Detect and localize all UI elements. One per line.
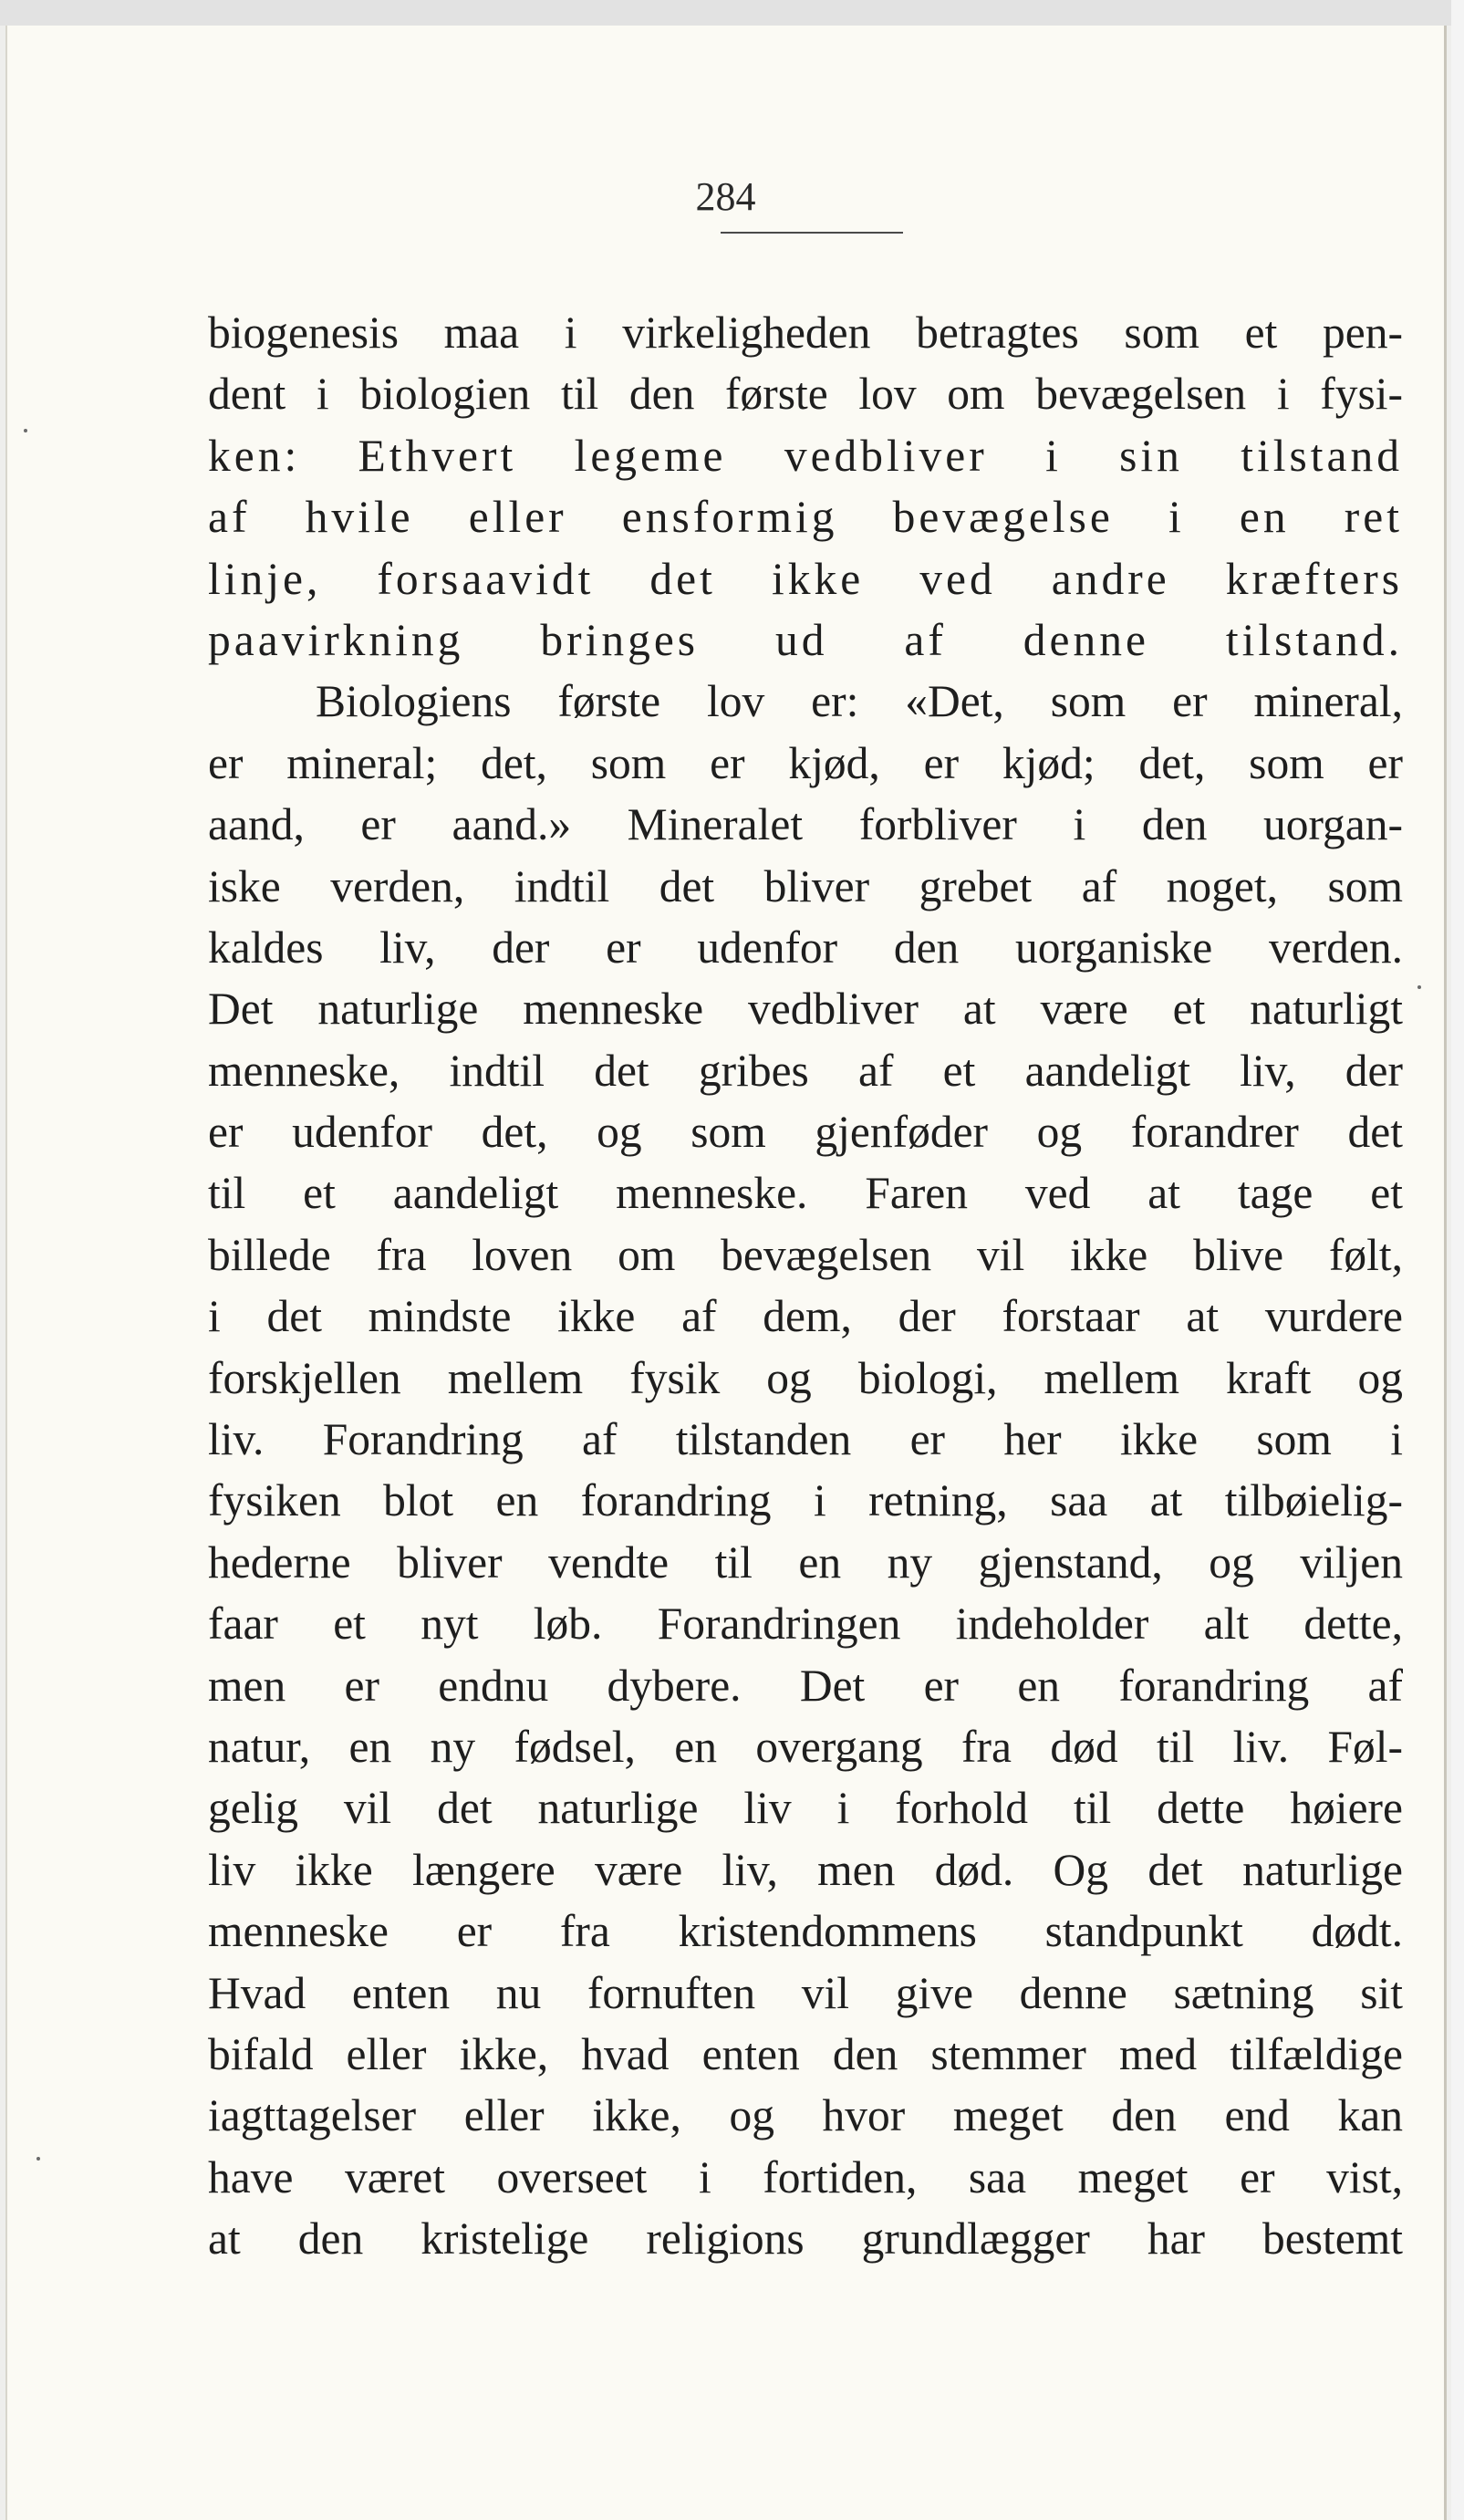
text-line: er mineral; det, som er kjød, er kjød; det, som er	[208, 737, 1403, 788]
page-number: 284	[695, 174, 756, 219]
text-line: liv. Forandring af tilstanden er her ikke som i	[208, 1414, 1403, 1465]
text-line: natur, en ny fødsel, en overgang fra død til liv. Føl-	[208, 1721, 1403, 1772]
text-line: hederne bliver vendte til en ny gjenstand, og viljen	[208, 1536, 1403, 1588]
text-line: Hvad enten nu fornuften vil give denne sætning sit	[208, 1967, 1403, 2018]
text-line: aand, er aand.» Mineralet forbliver i den uorgan-	[208, 799, 1403, 850]
text-line: dent i biologien til den første lov om bevægelsen i fysi-	[208, 369, 1403, 420]
text-line: Det naturlige menneske vedbliver at være et naturligt	[208, 984, 1403, 1035]
text-line: forskjellen mellem fysik og biologi, mellem kraft og	[208, 1352, 1403, 1403]
text-line: ken: Ethvert legeme vedbliver i sin tilstand	[208, 430, 1403, 481]
text-line: biogenesis maa i virkeligheden betragtes som et pen-	[208, 307, 1403, 358]
text-line: Biologiens første lov er: «Det, som er mineral,	[316, 676, 1403, 727]
text-line: af hvile eller ensformig bevægelse i en ret	[208, 492, 1403, 543]
text-line: billede fra loven om bevægelsen vil ikke blive følt,	[208, 1229, 1403, 1280]
text-line: til et aandeligt menneske. Faren ved at tage et	[208, 1168, 1403, 1219]
text-line: faar et nyt løb. Forandringen indeholder alt dette,	[208, 1598, 1403, 1650]
print-speck	[1417, 985, 1421, 989]
text-line: kaldes liv, der er udenfor den uorganiske verden.	[208, 922, 1403, 973]
text-line: linje, forsaavidt det ikke ved andre kræfters	[208, 553, 1403, 604]
text-line: men er endnu dybere. Det er en forandring af	[208, 1660, 1403, 1711]
text-line: liv ikke længere være liv, men død. Og det naturlige	[208, 1844, 1403, 1895]
text-line: fysiken blot en forandring i retning, saa at tilbøielig-	[208, 1475, 1403, 1526]
text-line: er udenfor det, og som gjenføder og forandrer det	[208, 1107, 1403, 1158]
text-line: gelig vil det naturlige liv i forhold til dette høiere	[208, 1783, 1403, 1834]
text-line: iske verden, indtil det bliver grebet af noget, som	[208, 860, 1403, 911]
text-line: bifald eller ikke, hvad enten den stemmer med tilfældige	[208, 2028, 1403, 2079]
text-line: iagttagelser eller ikke, og hvor meget den end kan	[208, 2090, 1403, 2141]
body-text	[208, 302, 1403, 2270]
text-line: paavirkning bringes ud af denne tilstand.	[208, 614, 1403, 665]
text-line: at den kristelige religions grundlægger har bestemt	[208, 2213, 1403, 2265]
text-line: have været overseet i fortiden, saa meget er vist,	[208, 2151, 1403, 2202]
book-page	[5, 26, 1447, 2520]
scan-border-top	[0, 0, 1464, 26]
page-number-rule	[721, 232, 903, 234]
text-line: i det mindste ikke af dem, der forstaar at vurdere	[208, 1291, 1403, 1342]
print-speck	[24, 429, 27, 432]
print-speck	[36, 2157, 40, 2161]
text-line: menneske, indtil det gribes af et aandeligt liv, der	[208, 1045, 1403, 1096]
text-line: menneske er fra kristendommens standpunkt dødt.	[208, 1906, 1403, 1957]
scan-border-right	[1451, 0, 1464, 2520]
